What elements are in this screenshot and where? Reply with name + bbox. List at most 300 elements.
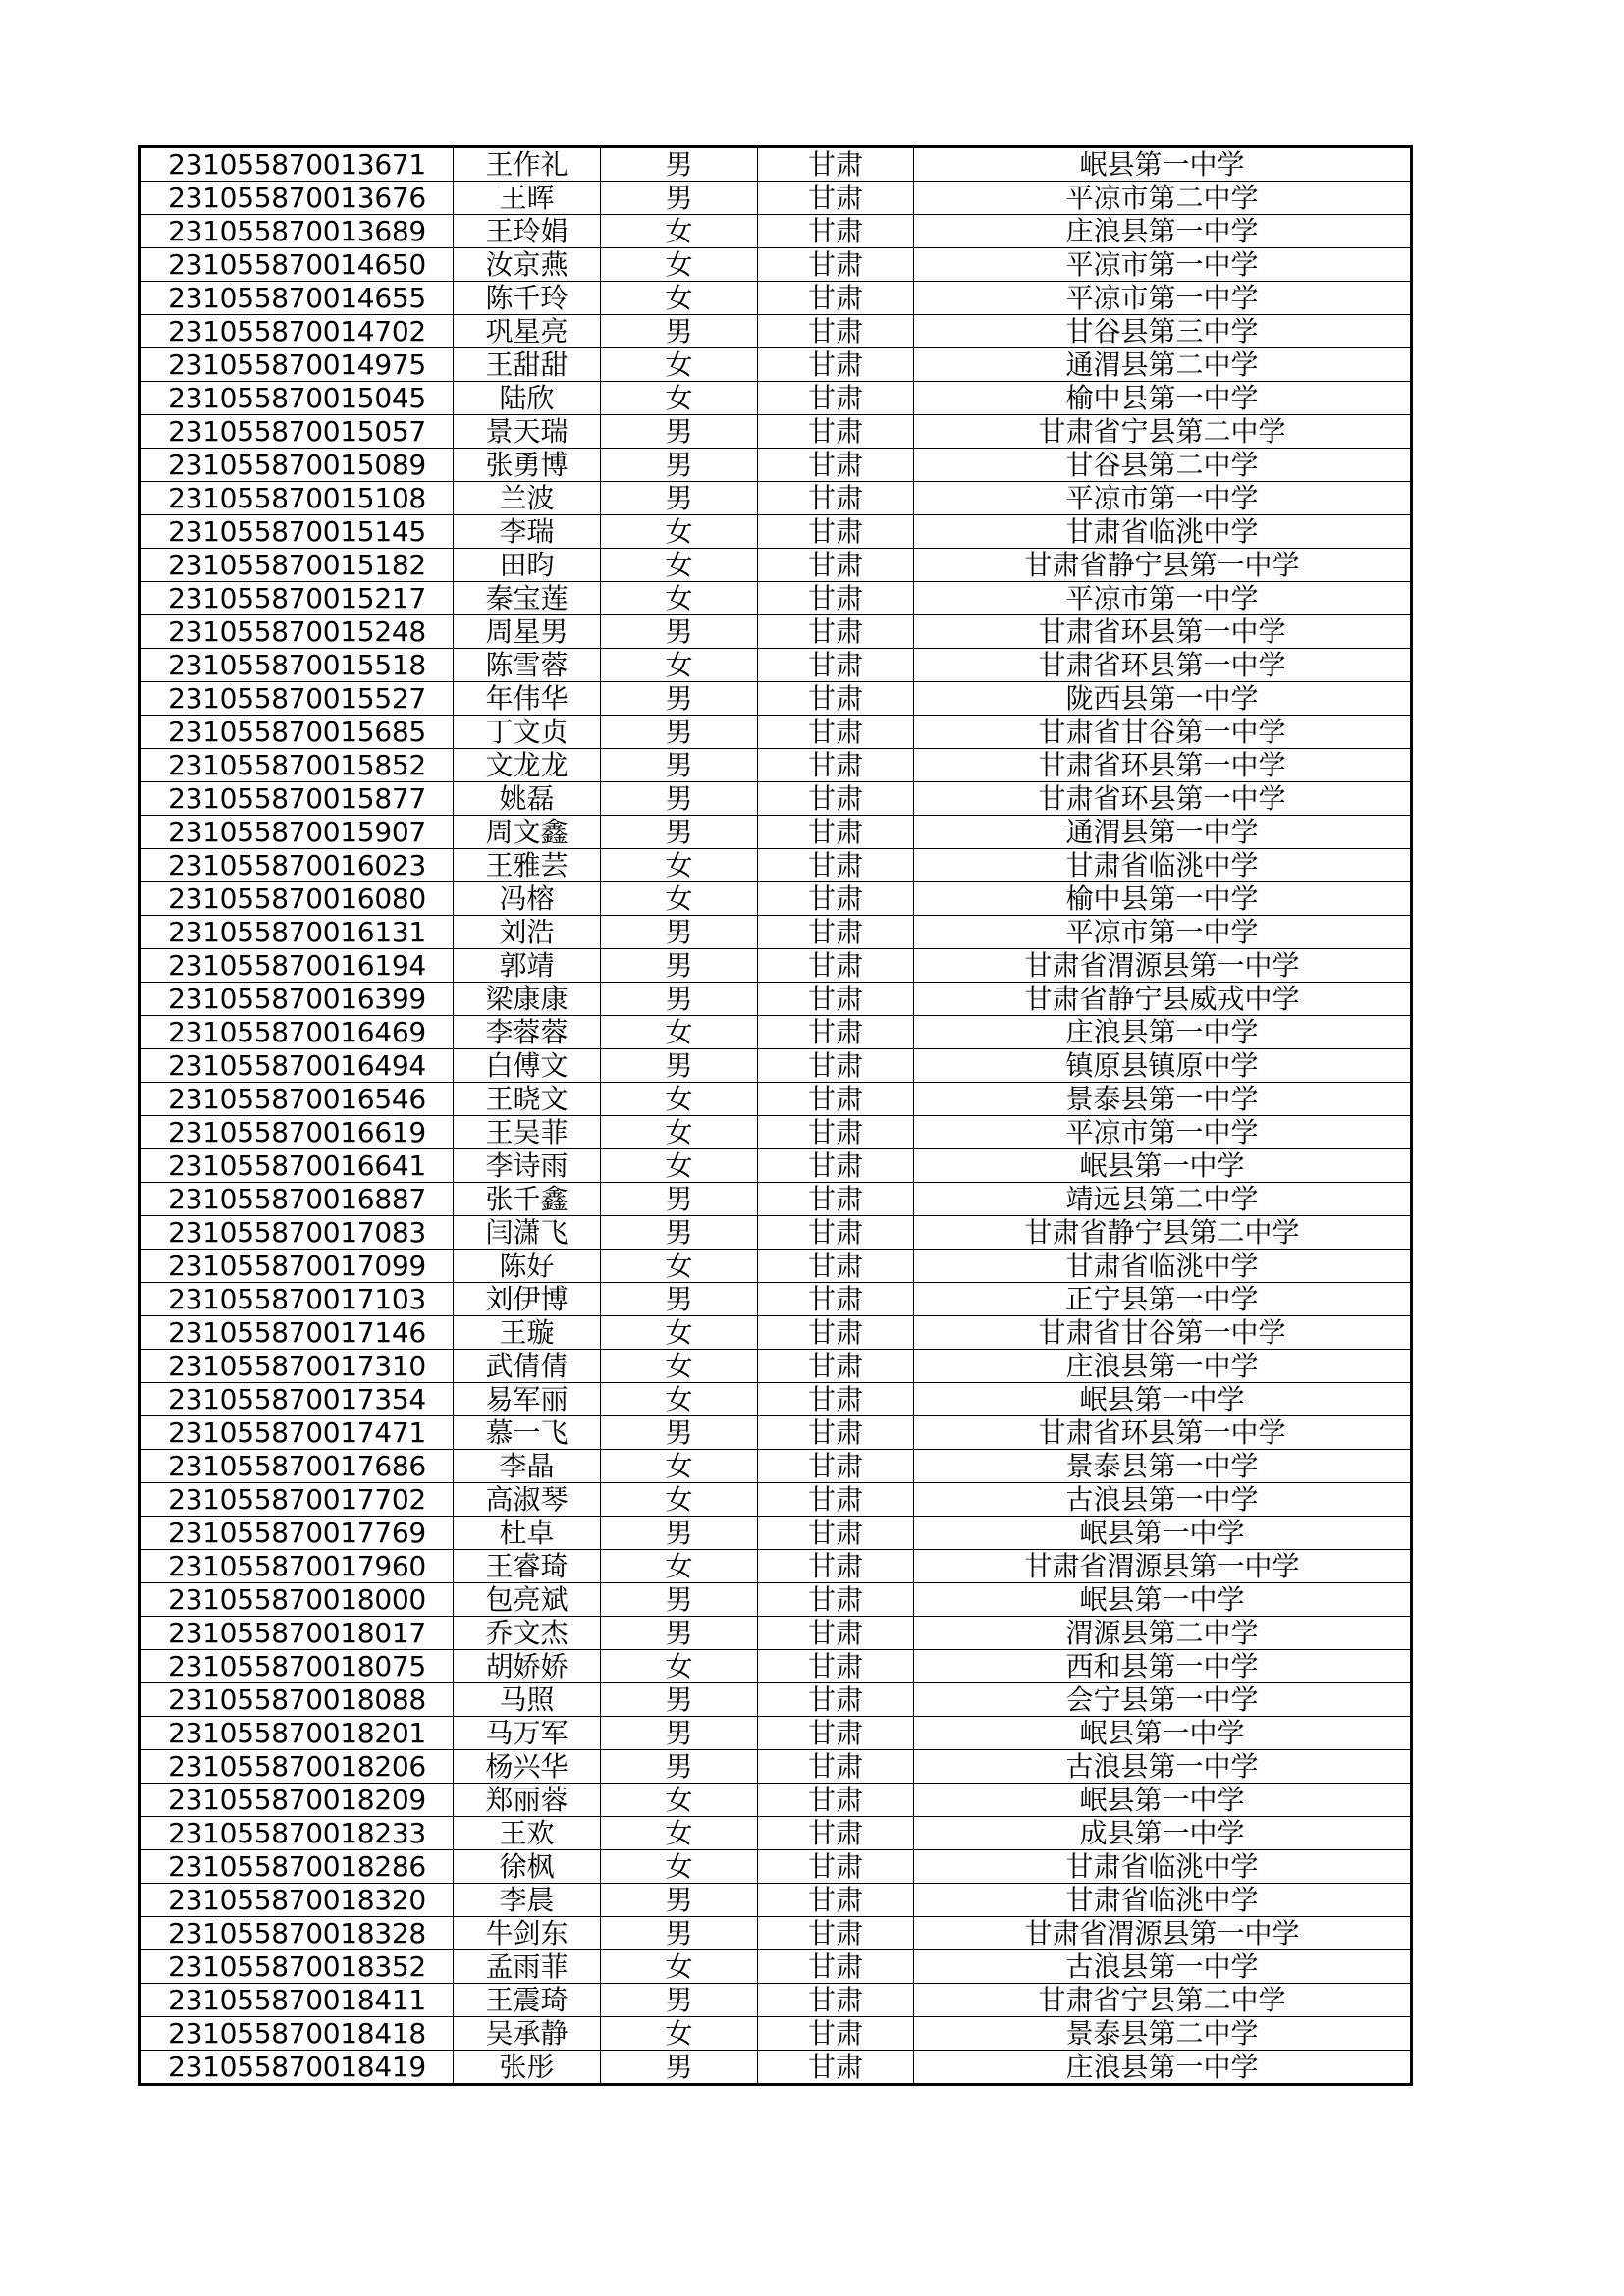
- table-row: [140, 147, 1412, 182]
- school-cell: 古浪县第一中学: [914, 1483, 1412, 1517]
- table-row: [140, 2051, 1412, 2085]
- gender-cell: 男: [601, 949, 758, 983]
- table-row: [140, 482, 1412, 515]
- gender-cell: 男: [601, 1617, 758, 1650]
- table-row: [140, 2017, 1412, 2051]
- school-cell: 陇西县第一中学: [914, 682, 1412, 716]
- province-cell: 甘肃: [758, 1116, 914, 1149]
- school-cell: 甘肃省环县第一中学: [914, 782, 1412, 816]
- province-cell: 甘肃: [758, 482, 914, 515]
- exam-id-cell: 231055870017769: [140, 1517, 454, 1550]
- student-name-cell: 李晨: [454, 1884, 601, 1917]
- gender-cell: 男: [601, 1884, 758, 1917]
- student-name-cell: 牛剑东: [454, 1917, 601, 1950]
- school-cell: 岷县第一中学: [914, 1583, 1412, 1617]
- student-name-cell: 丁文贞: [454, 716, 601, 749]
- province-cell: 甘肃: [758, 1817, 914, 1850]
- gender-cell: 女: [601, 1650, 758, 1683]
- school-cell: 甘肃省静宁县第一中学: [914, 549, 1412, 582]
- province-cell: 甘肃: [758, 1717, 914, 1750]
- table-row: [140, 1583, 1412, 1617]
- gender-cell: 男: [601, 682, 758, 716]
- student-name-cell: 马照: [454, 1683, 601, 1717]
- student-name-cell: 年伟华: [454, 682, 601, 716]
- school-cell: 庄浪县第一中学: [914, 215, 1412, 248]
- province-cell: 甘肃: [758, 282, 914, 315]
- school-cell: 通渭县第二中学: [914, 348, 1412, 382]
- school-cell: 甘肃省临洮中学: [914, 849, 1412, 882]
- gender-cell: 女: [601, 382, 758, 415]
- exam-id-cell: 231055870013676: [140, 182, 454, 215]
- school-cell: 平凉市第一中学: [914, 282, 1412, 315]
- table-row: [140, 1049, 1412, 1083]
- table-row: [140, 1183, 1412, 1216]
- province-cell: 甘肃: [758, 1550, 914, 1583]
- exam-id-cell: 231055870015108: [140, 482, 454, 515]
- school-cell: 正宁县第一中学: [914, 1283, 1412, 1316]
- table-row: [140, 315, 1412, 348]
- student-name-cell: 白傅文: [454, 1049, 601, 1083]
- exam-id-cell: 231055870018088: [140, 1683, 454, 1717]
- school-cell: 甘肃省临洮中学: [914, 1250, 1412, 1283]
- student-name-cell: 巩星亮: [454, 315, 601, 348]
- student-name-cell: 胡娇娇: [454, 1650, 601, 1683]
- province-cell: 甘肃: [758, 1183, 914, 1216]
- school-cell: 甘肃省宁县第二中学: [914, 415, 1412, 449]
- province-cell: 甘肃: [758, 1583, 914, 1617]
- student-name-cell: 冯榕: [454, 882, 601, 916]
- school-cell: 榆中县第一中学: [914, 882, 1412, 916]
- province-cell: 甘肃: [758, 248, 914, 282]
- student-name-cell: 王璇: [454, 1316, 601, 1350]
- gender-cell: 男: [601, 182, 758, 215]
- province-cell: 甘肃: [758, 1850, 914, 1884]
- gender-cell: 女: [601, 1784, 758, 1817]
- school-cell: 景泰县第一中学: [914, 1083, 1412, 1116]
- table-row: [140, 382, 1412, 415]
- exam-id-cell: 231055870015089: [140, 449, 454, 482]
- school-cell: 甘肃省环县第一中学: [914, 615, 1412, 649]
- table-row: [140, 215, 1412, 248]
- student-name-cell: 汝京燕: [454, 248, 601, 282]
- gender-cell: 女: [601, 1149, 758, 1183]
- school-cell: 甘肃省临洮中学: [914, 515, 1412, 549]
- student-name-cell: 陈千玲: [454, 282, 601, 315]
- school-cell: 平凉市第一中学: [914, 1116, 1412, 1149]
- school-cell: 成县第一中学: [914, 1817, 1412, 1850]
- exam-id-cell: 231055870015852: [140, 749, 454, 782]
- exam-id-cell: 231055870015527: [140, 682, 454, 716]
- gender-cell: 男: [601, 1917, 758, 1950]
- gender-cell: 男: [601, 716, 758, 749]
- exam-id-cell: 231055870018000: [140, 1583, 454, 1617]
- province-cell: 甘肃: [758, 1483, 914, 1517]
- exam-id-cell: 231055870017103: [140, 1283, 454, 1316]
- table-row: [140, 816, 1412, 849]
- table-row: [140, 1149, 1412, 1183]
- exam-id-cell: 231055870017702: [140, 1483, 454, 1517]
- table-row: [140, 1016, 1412, 1049]
- student-name-cell: 武倩倩: [454, 1350, 601, 1383]
- exam-id-cell: 231055870015045: [140, 382, 454, 415]
- school-cell: 通渭县第一中学: [914, 816, 1412, 849]
- table-row: [140, 182, 1412, 215]
- exam-id-cell: 231055870018017: [140, 1617, 454, 1650]
- exam-id-cell: 231055870017354: [140, 1383, 454, 1416]
- exam-id-cell: 231055870018075: [140, 1650, 454, 1683]
- student-name-cell: 王雅芸: [454, 849, 601, 882]
- exam-id-cell: 231055870015685: [140, 716, 454, 749]
- school-cell: 甘肃省甘谷第一中学: [914, 1316, 1412, 1350]
- table-row: [140, 882, 1412, 916]
- province-cell: 甘肃: [758, 1917, 914, 1950]
- province-cell: 甘肃: [758, 849, 914, 882]
- province-cell: 甘肃: [758, 1083, 914, 1116]
- province-cell: 甘肃: [758, 1517, 914, 1550]
- exam-id-cell: 231055870018418: [140, 2017, 454, 2051]
- student-name-cell: 李晶: [454, 1450, 601, 1483]
- exam-id-cell: 231055870017146: [140, 1316, 454, 1350]
- gender-cell: 女: [601, 1550, 758, 1583]
- school-cell: 甘肃省临洮中学: [914, 1884, 1412, 1917]
- gender-cell: 女: [601, 1383, 758, 1416]
- exam-id-cell: 231055870018328: [140, 1917, 454, 1950]
- exam-id-cell: 231055870017471: [140, 1416, 454, 1450]
- exam-id-cell: 231055870015145: [140, 515, 454, 549]
- table-row: [140, 782, 1412, 816]
- gender-cell: 男: [601, 782, 758, 816]
- student-name-cell: 王晖: [454, 182, 601, 215]
- student-name-cell: 包亮斌: [454, 1583, 601, 1617]
- province-cell: 甘肃: [758, 983, 914, 1016]
- student-name-cell: 闫潇飞: [454, 1216, 601, 1250]
- exam-id-cell: 231055870015248: [140, 615, 454, 649]
- table-row: [140, 1083, 1412, 1116]
- student-name-cell: 张彤: [454, 2051, 601, 2085]
- gender-cell: 男: [601, 1717, 758, 1750]
- exam-id-cell: 231055870015182: [140, 549, 454, 582]
- school-cell: 甘肃省环县第一中学: [914, 749, 1412, 782]
- school-cell: 镇原县镇原中学: [914, 1049, 1412, 1083]
- gender-cell: 男: [601, 2051, 758, 2085]
- student-name-cell: 张千鑫: [454, 1183, 601, 1216]
- school-cell: 平凉市第一中学: [914, 916, 1412, 949]
- table-row: [140, 1350, 1412, 1383]
- school-cell: 岷县第一中学: [914, 1149, 1412, 1183]
- school-cell: 古浪县第一中学: [914, 1950, 1412, 1984]
- school-cell: 庄浪县第一中学: [914, 1350, 1412, 1383]
- student-name-cell: 刘伊博: [454, 1283, 601, 1316]
- student-name-cell: 景天瑞: [454, 415, 601, 449]
- exam-id-cell: 231055870014650: [140, 248, 454, 282]
- gender-cell: 女: [601, 882, 758, 916]
- province-cell: 甘肃: [758, 1016, 914, 1049]
- gender-cell: 女: [601, 1483, 758, 1517]
- exam-id-cell: 231055870016194: [140, 949, 454, 983]
- table-body: [140, 147, 1412, 2085]
- province-cell: 甘肃: [758, 415, 914, 449]
- province-cell: 甘肃: [758, 315, 914, 348]
- student-name-cell: 高淑琴: [454, 1483, 601, 1517]
- province-cell: 甘肃: [758, 882, 914, 916]
- exam-id-cell: 231055870018206: [140, 1750, 454, 1784]
- exam-id-cell: 231055870014975: [140, 348, 454, 382]
- table-row: [140, 1917, 1412, 1950]
- school-cell: 榆中县第一中学: [914, 382, 1412, 415]
- table-row: [140, 1683, 1412, 1717]
- table-row: [140, 582, 1412, 615]
- student-name-cell: 慕一飞: [454, 1416, 601, 1450]
- gender-cell: 男: [601, 1517, 758, 1550]
- table-row: [140, 615, 1412, 649]
- school-cell: 甘肃省甘谷第一中学: [914, 716, 1412, 749]
- school-cell: 甘肃省环县第一中学: [914, 1416, 1412, 1450]
- exam-id-cell: 231055870016469: [140, 1016, 454, 1049]
- exam-id-cell: 231055870016494: [140, 1049, 454, 1083]
- exam-id-cell: 231055870018233: [140, 1817, 454, 1850]
- exam-id-cell: 231055870013689: [140, 215, 454, 248]
- table-row: [140, 849, 1412, 882]
- school-cell: 甘肃省静宁县威戎中学: [914, 983, 1412, 1016]
- school-cell: 庄浪县第一中学: [914, 2051, 1412, 2085]
- table-row: [140, 348, 1412, 382]
- table-row: [140, 449, 1412, 482]
- province-cell: 甘肃: [758, 949, 914, 983]
- province-cell: 甘肃: [758, 382, 914, 415]
- student-name-cell: 孟雨菲: [454, 1950, 601, 1984]
- student-name-cell: 周文鑫: [454, 816, 601, 849]
- exam-id-cell: 231055870018201: [140, 1717, 454, 1750]
- exam-id-cell: 231055870013671: [140, 147, 454, 182]
- table-row: [140, 1750, 1412, 1784]
- gender-cell: 男: [601, 1283, 758, 1316]
- gender-cell: 男: [601, 1183, 758, 1216]
- table-row: [140, 1216, 1412, 1250]
- exam-id-cell: 231055870018286: [140, 1850, 454, 1884]
- student-name-cell: 王吴菲: [454, 1116, 601, 1149]
- gender-cell: 男: [601, 1416, 758, 1450]
- gender-cell: 男: [601, 1984, 758, 2017]
- school-cell: 岷县第一中学: [914, 147, 1412, 182]
- student-name-cell: 姚磊: [454, 782, 601, 816]
- student-name-cell: 张勇博: [454, 449, 601, 482]
- school-cell: 庄浪县第一中学: [914, 1016, 1412, 1049]
- table-row: [140, 1717, 1412, 1750]
- gender-cell: 男: [601, 415, 758, 449]
- province-cell: 甘肃: [758, 1784, 914, 1817]
- table-row: [140, 1250, 1412, 1283]
- exam-id-cell: 231055870016546: [140, 1083, 454, 1116]
- exam-id-cell: 231055870015217: [140, 582, 454, 615]
- student-name-cell: 马万军: [454, 1717, 601, 1750]
- student-name-cell: 陈雪蓉: [454, 649, 601, 682]
- student-name-cell: 王晓文: [454, 1083, 601, 1116]
- student-name-cell: 秦宝莲: [454, 582, 601, 615]
- student-name-cell: 王玲娟: [454, 215, 601, 248]
- table-row: [140, 716, 1412, 749]
- exam-id-cell: 231055870016131: [140, 916, 454, 949]
- school-cell: 甘肃省渭源县第一中学: [914, 949, 1412, 983]
- exam-id-cell: 231055870015518: [140, 649, 454, 682]
- province-cell: 甘肃: [758, 615, 914, 649]
- table-row: [140, 983, 1412, 1016]
- exam-id-cell: 231055870017310: [140, 1350, 454, 1383]
- province-cell: 甘肃: [758, 2051, 914, 2085]
- student-name-cell: 陆欣: [454, 382, 601, 415]
- gender-cell: 男: [601, 1583, 758, 1617]
- table-row: [140, 1984, 1412, 2017]
- table-row: [140, 1283, 1412, 1316]
- province-cell: 甘肃: [758, 549, 914, 582]
- table-row: [140, 1784, 1412, 1817]
- school-cell: 甘肃省环县第一中学: [914, 649, 1412, 682]
- table-row: [140, 1817, 1412, 1850]
- table-row: [140, 1483, 1412, 1517]
- province-cell: 甘肃: [758, 682, 914, 716]
- province-cell: 甘肃: [758, 1216, 914, 1250]
- exam-id-cell: 231055870016399: [140, 983, 454, 1016]
- province-cell: 甘肃: [758, 1350, 914, 1383]
- exam-id-cell: 231055870017960: [140, 1550, 454, 1583]
- table-row: [140, 549, 1412, 582]
- exam-id-cell: 231055870017099: [140, 1250, 454, 1283]
- exam-id-cell: 231055870016887: [140, 1183, 454, 1216]
- gender-cell: 女: [601, 282, 758, 315]
- school-cell: 岷县第一中学: [914, 1717, 1412, 1750]
- gender-cell: 女: [601, 549, 758, 582]
- gender-cell: 男: [601, 482, 758, 515]
- table-row: [140, 916, 1412, 949]
- student-name-cell: 李诗雨: [454, 1149, 601, 1183]
- province-cell: 甘肃: [758, 1250, 914, 1283]
- gender-cell: 女: [601, 248, 758, 282]
- school-cell: 景泰县第二中学: [914, 2017, 1412, 2051]
- gender-cell: 男: [601, 749, 758, 782]
- table-row: [140, 1416, 1412, 1450]
- student-name-cell: 郭靖: [454, 949, 601, 983]
- student-name-cell: 刘浩: [454, 916, 601, 949]
- province-cell: 甘肃: [758, 1283, 914, 1316]
- table-row: [140, 649, 1412, 682]
- student-name-cell: 杜卓: [454, 1517, 601, 1550]
- student-name-cell: 王震琦: [454, 1984, 601, 2017]
- province-cell: 甘肃: [758, 1884, 914, 1917]
- province-cell: 甘肃: [758, 1383, 914, 1416]
- province-cell: 甘肃: [758, 1950, 914, 1984]
- province-cell: 甘肃: [758, 782, 914, 816]
- gender-cell: 男: [601, 1750, 758, 1784]
- table-row: [140, 415, 1412, 449]
- table-row: [140, 1383, 1412, 1416]
- gender-cell: 女: [601, 1316, 758, 1350]
- student-name-cell: 郑丽蓉: [454, 1784, 601, 1817]
- gender-cell: 女: [601, 1850, 758, 1884]
- school-cell: 甘肃省静宁县第二中学: [914, 1216, 1412, 1250]
- student-name-cell: 乔文杰: [454, 1617, 601, 1650]
- exam-id-cell: 231055870015057: [140, 415, 454, 449]
- school-cell: 景泰县第一中学: [914, 1450, 1412, 1483]
- province-cell: 甘肃: [758, 1750, 914, 1784]
- table-row: [140, 749, 1412, 782]
- province-cell: 甘肃: [758, 1650, 914, 1683]
- gender-cell: 男: [601, 816, 758, 849]
- province-cell: 甘肃: [758, 147, 914, 182]
- student-name-cell: 王睿琦: [454, 1550, 601, 1583]
- gender-cell: 男: [601, 615, 758, 649]
- province-cell: 甘肃: [758, 1416, 914, 1450]
- school-cell: 会宁县第一中学: [914, 1683, 1412, 1717]
- gender-cell: 男: [601, 449, 758, 482]
- province-cell: 甘肃: [758, 649, 914, 682]
- exam-id-cell: 231055870017083: [140, 1216, 454, 1250]
- province-cell: 甘肃: [758, 716, 914, 749]
- exam-id-cell: 231055870016023: [140, 849, 454, 882]
- exam-id-cell: 231055870014702: [140, 315, 454, 348]
- exam-id-cell: 231055870015907: [140, 816, 454, 849]
- student-name-cell: 田昀: [454, 549, 601, 582]
- table-row: [140, 248, 1412, 282]
- school-cell: 甘肃省临洮中学: [914, 1850, 1412, 1884]
- school-cell: 甘谷县第二中学: [914, 449, 1412, 482]
- gender-cell: 女: [601, 515, 758, 549]
- gender-cell: 女: [601, 582, 758, 615]
- table-row: [140, 1116, 1412, 1149]
- gender-cell: 男: [601, 916, 758, 949]
- province-cell: 甘肃: [758, 348, 914, 382]
- province-cell: 甘肃: [758, 449, 914, 482]
- school-cell: 甘肃省渭源县第一中学: [914, 1917, 1412, 1950]
- table-row: [140, 1617, 1412, 1650]
- province-cell: 甘肃: [758, 816, 914, 849]
- student-name-cell: 王作礼: [454, 147, 601, 182]
- school-cell: 岷县第一中学: [914, 1517, 1412, 1550]
- student-list-table: [138, 145, 1413, 2086]
- gender-cell: 男: [601, 1216, 758, 1250]
- school-cell: 岷县第一中学: [914, 1383, 1412, 1416]
- school-cell: 平凉市第一中学: [914, 482, 1412, 515]
- province-cell: 甘肃: [758, 182, 914, 215]
- exam-id-cell: 231055870018209: [140, 1784, 454, 1817]
- school-cell: 西和县第一中学: [914, 1650, 1412, 1683]
- exam-id-cell: 231055870018419: [140, 2051, 454, 2085]
- province-cell: 甘肃: [758, 2017, 914, 2051]
- student-name-cell: 王欢: [454, 1817, 601, 1850]
- table-row: [140, 1316, 1412, 1350]
- gender-cell: 女: [601, 649, 758, 682]
- province-cell: 甘肃: [758, 1049, 914, 1083]
- gender-cell: 女: [601, 1250, 758, 1283]
- student-name-cell: 李瑞: [454, 515, 601, 549]
- exam-id-cell: 231055870018411: [140, 1984, 454, 2017]
- exam-id-cell: 231055870017686: [140, 1450, 454, 1483]
- exam-id-cell: 231055870018320: [140, 1884, 454, 1917]
- province-cell: 甘肃: [758, 1984, 914, 2017]
- student-name-cell: 李蓉蓉: [454, 1016, 601, 1049]
- province-cell: 甘肃: [758, 215, 914, 248]
- exam-id-cell: 231055870016080: [140, 882, 454, 916]
- school-cell: 平凉市第二中学: [914, 182, 1412, 215]
- gender-cell: 女: [601, 1817, 758, 1850]
- student-name-cell: 徐枫: [454, 1850, 601, 1884]
- province-cell: 甘肃: [758, 1450, 914, 1483]
- province-cell: 甘肃: [758, 582, 914, 615]
- table-row: [140, 1650, 1412, 1683]
- student-name-cell: 吴承静: [454, 2017, 601, 2051]
- province-cell: 甘肃: [758, 1617, 914, 1650]
- exam-id-cell: 231055870015877: [140, 782, 454, 816]
- student-name-cell: 文龙龙: [454, 749, 601, 782]
- table-row: [140, 949, 1412, 983]
